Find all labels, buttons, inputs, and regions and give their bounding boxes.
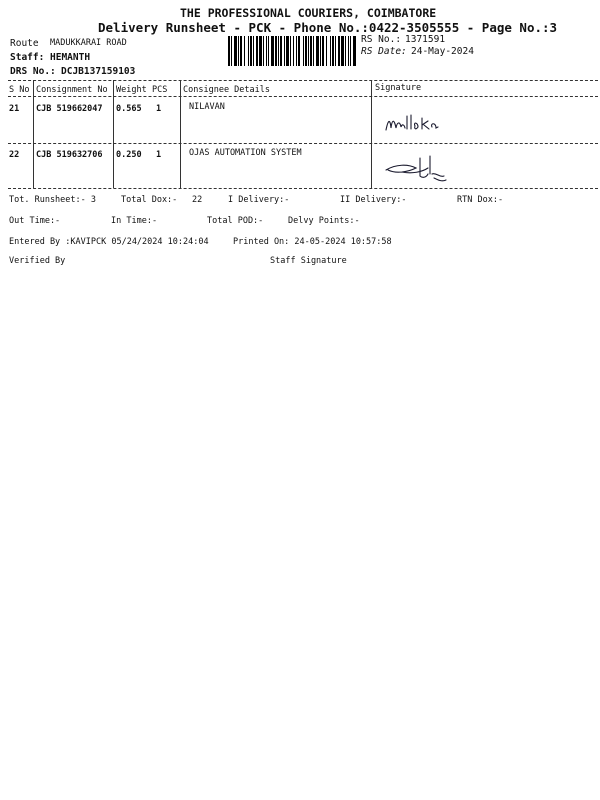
delvy-points: Delvy Points:- — [288, 216, 360, 226]
drs-label: DRS No.: — [10, 66, 56, 77]
barcode-bar — [256, 36, 258, 66]
rs-date-value: 24-May-2024 — [411, 46, 474, 57]
barcode-bar — [278, 36, 279, 66]
row-consignment: CJB 519662047 — [36, 104, 103, 114]
barcode-bar — [298, 36, 300, 66]
col-header-consignment: Consignment No — [36, 85, 108, 95]
handwritten-signature-mallika — [384, 112, 456, 136]
barcode-bar — [240, 36, 242, 66]
tot-runsheet: Tot. Runsheet:- 3 — [9, 195, 96, 205]
barcode-bar — [280, 36, 282, 66]
barcode-bar — [290, 36, 291, 66]
barcode-bar — [332, 36, 334, 66]
barcode-bar — [341, 36, 344, 66]
barcode-bar — [345, 36, 346, 66]
rs-no-label: RS No.: — [361, 34, 402, 45]
route-value: MADUKKARAI ROAD — [50, 38, 127, 48]
verified-by: Verified By — [9, 256, 66, 266]
barcode-bar — [293, 36, 294, 66]
in-time: In Time:- — [111, 216, 158, 226]
barcode-bar — [348, 36, 349, 66]
barcode-bar — [316, 36, 319, 66]
barcode-image — [228, 36, 356, 66]
col-header-weight: Weight — [116, 85, 147, 95]
barcode-bar — [268, 36, 269, 66]
total-dox-value: 22 — [192, 195, 203, 205]
barcode-bar — [263, 36, 264, 66]
runsheet-subtitle: Delivery Runsheet - PCK - Phone No.:0422-3505555 - Page No.:3 — [98, 20, 558, 35]
barcode-bar — [308, 36, 309, 66]
barcode-bar — [350, 36, 351, 66]
ii-delivery: II Delivery:- — [340, 195, 407, 205]
total-pod: Total POD:- — [207, 216, 264, 226]
col-header-sno: S No — [9, 85, 30, 95]
barcode-bar — [284, 36, 285, 66]
header-bottom-rule — [8, 96, 598, 97]
barcode-bar — [271, 36, 274, 66]
drs-value: DCJB137159103 — [61, 66, 136, 77]
col-header-consignee: Consignee Details — [183, 85, 270, 95]
barcode-bar — [266, 36, 267, 66]
row-weight: 0.250 — [116, 150, 142, 160]
barcode-bar — [234, 36, 237, 66]
i-delivery: I Delivery:- — [228, 195, 290, 205]
company-title: THE PROFESSIONAL COURIERS, COIMBATORE — [180, 6, 437, 20]
row-sno: 22 — [9, 150, 20, 160]
row-weight: 0.565 — [116, 104, 142, 114]
row-consignee: OJAS AUTOMATION SYSTEM — [189, 148, 302, 158]
barcode-bar — [320, 36, 321, 66]
barcode-bar — [231, 36, 232, 66]
barcode-bar — [296, 36, 297, 66]
handwritten-signature-scribble — [382, 152, 454, 186]
barcode-bar — [228, 36, 230, 66]
barcode-bar — [322, 36, 324, 66]
entered-by: Entered By :KAVIPCK 05/24/2024 10:24:04 — [9, 237, 209, 247]
row-consignment: CJB 519632706 — [36, 150, 103, 160]
barcode-bar — [326, 36, 327, 66]
col-divider — [113, 80, 114, 188]
out-time: Out Time:- — [9, 216, 61, 226]
row-consignee: NILAVAN — [189, 102, 225, 112]
row-divider — [8, 143, 598, 144]
barcode-bar — [338, 36, 340, 66]
rtn-dox: RTN Dox:- — [457, 195, 504, 205]
barcode-bar — [313, 36, 314, 66]
barcode-bar — [244, 36, 245, 66]
col-divider — [180, 80, 181, 188]
row-sno: 21 — [9, 104, 20, 114]
rs-no-value: 1371591 — [405, 34, 446, 45]
staff-label: Staff: — [10, 52, 45, 63]
row-pcs: 1 — [156, 104, 162, 114]
barcode-bar — [253, 36, 254, 66]
col-divider — [371, 80, 372, 188]
col-header-pcs: PCS — [152, 85, 168, 95]
col-divider — [33, 80, 34, 188]
barcode-bar — [238, 36, 239, 66]
barcode-bar — [259, 36, 262, 66]
staff-signature: Staff Signature — [270, 256, 347, 266]
barcode-bar — [335, 36, 336, 66]
total-dox-label: Total Dox:- — [121, 195, 178, 205]
row-pcs: 1 — [156, 150, 162, 160]
table-top-rule — [8, 80, 598, 81]
barcode-bar — [248, 36, 249, 66]
barcode-bar — [250, 36, 252, 66]
printed-on: Printed On: 24-05-2024 10:57:58 — [233, 237, 392, 247]
table-bottom-rule — [8, 188, 598, 189]
col-header-signature: Signature — [375, 83, 422, 93]
barcode-bar — [353, 36, 356, 66]
barcode-bar — [275, 36, 277, 66]
rs-date-label: RS Date: — [361, 46, 407, 57]
barcode-bar — [310, 36, 312, 66]
barcode-bar — [330, 36, 331, 66]
barcode-bar — [305, 36, 307, 66]
barcode-bar — [303, 36, 304, 66]
barcode-bar — [286, 36, 289, 66]
staff-value: HEMANTH — [50, 52, 91, 63]
route-label: Route — [10, 38, 39, 49]
